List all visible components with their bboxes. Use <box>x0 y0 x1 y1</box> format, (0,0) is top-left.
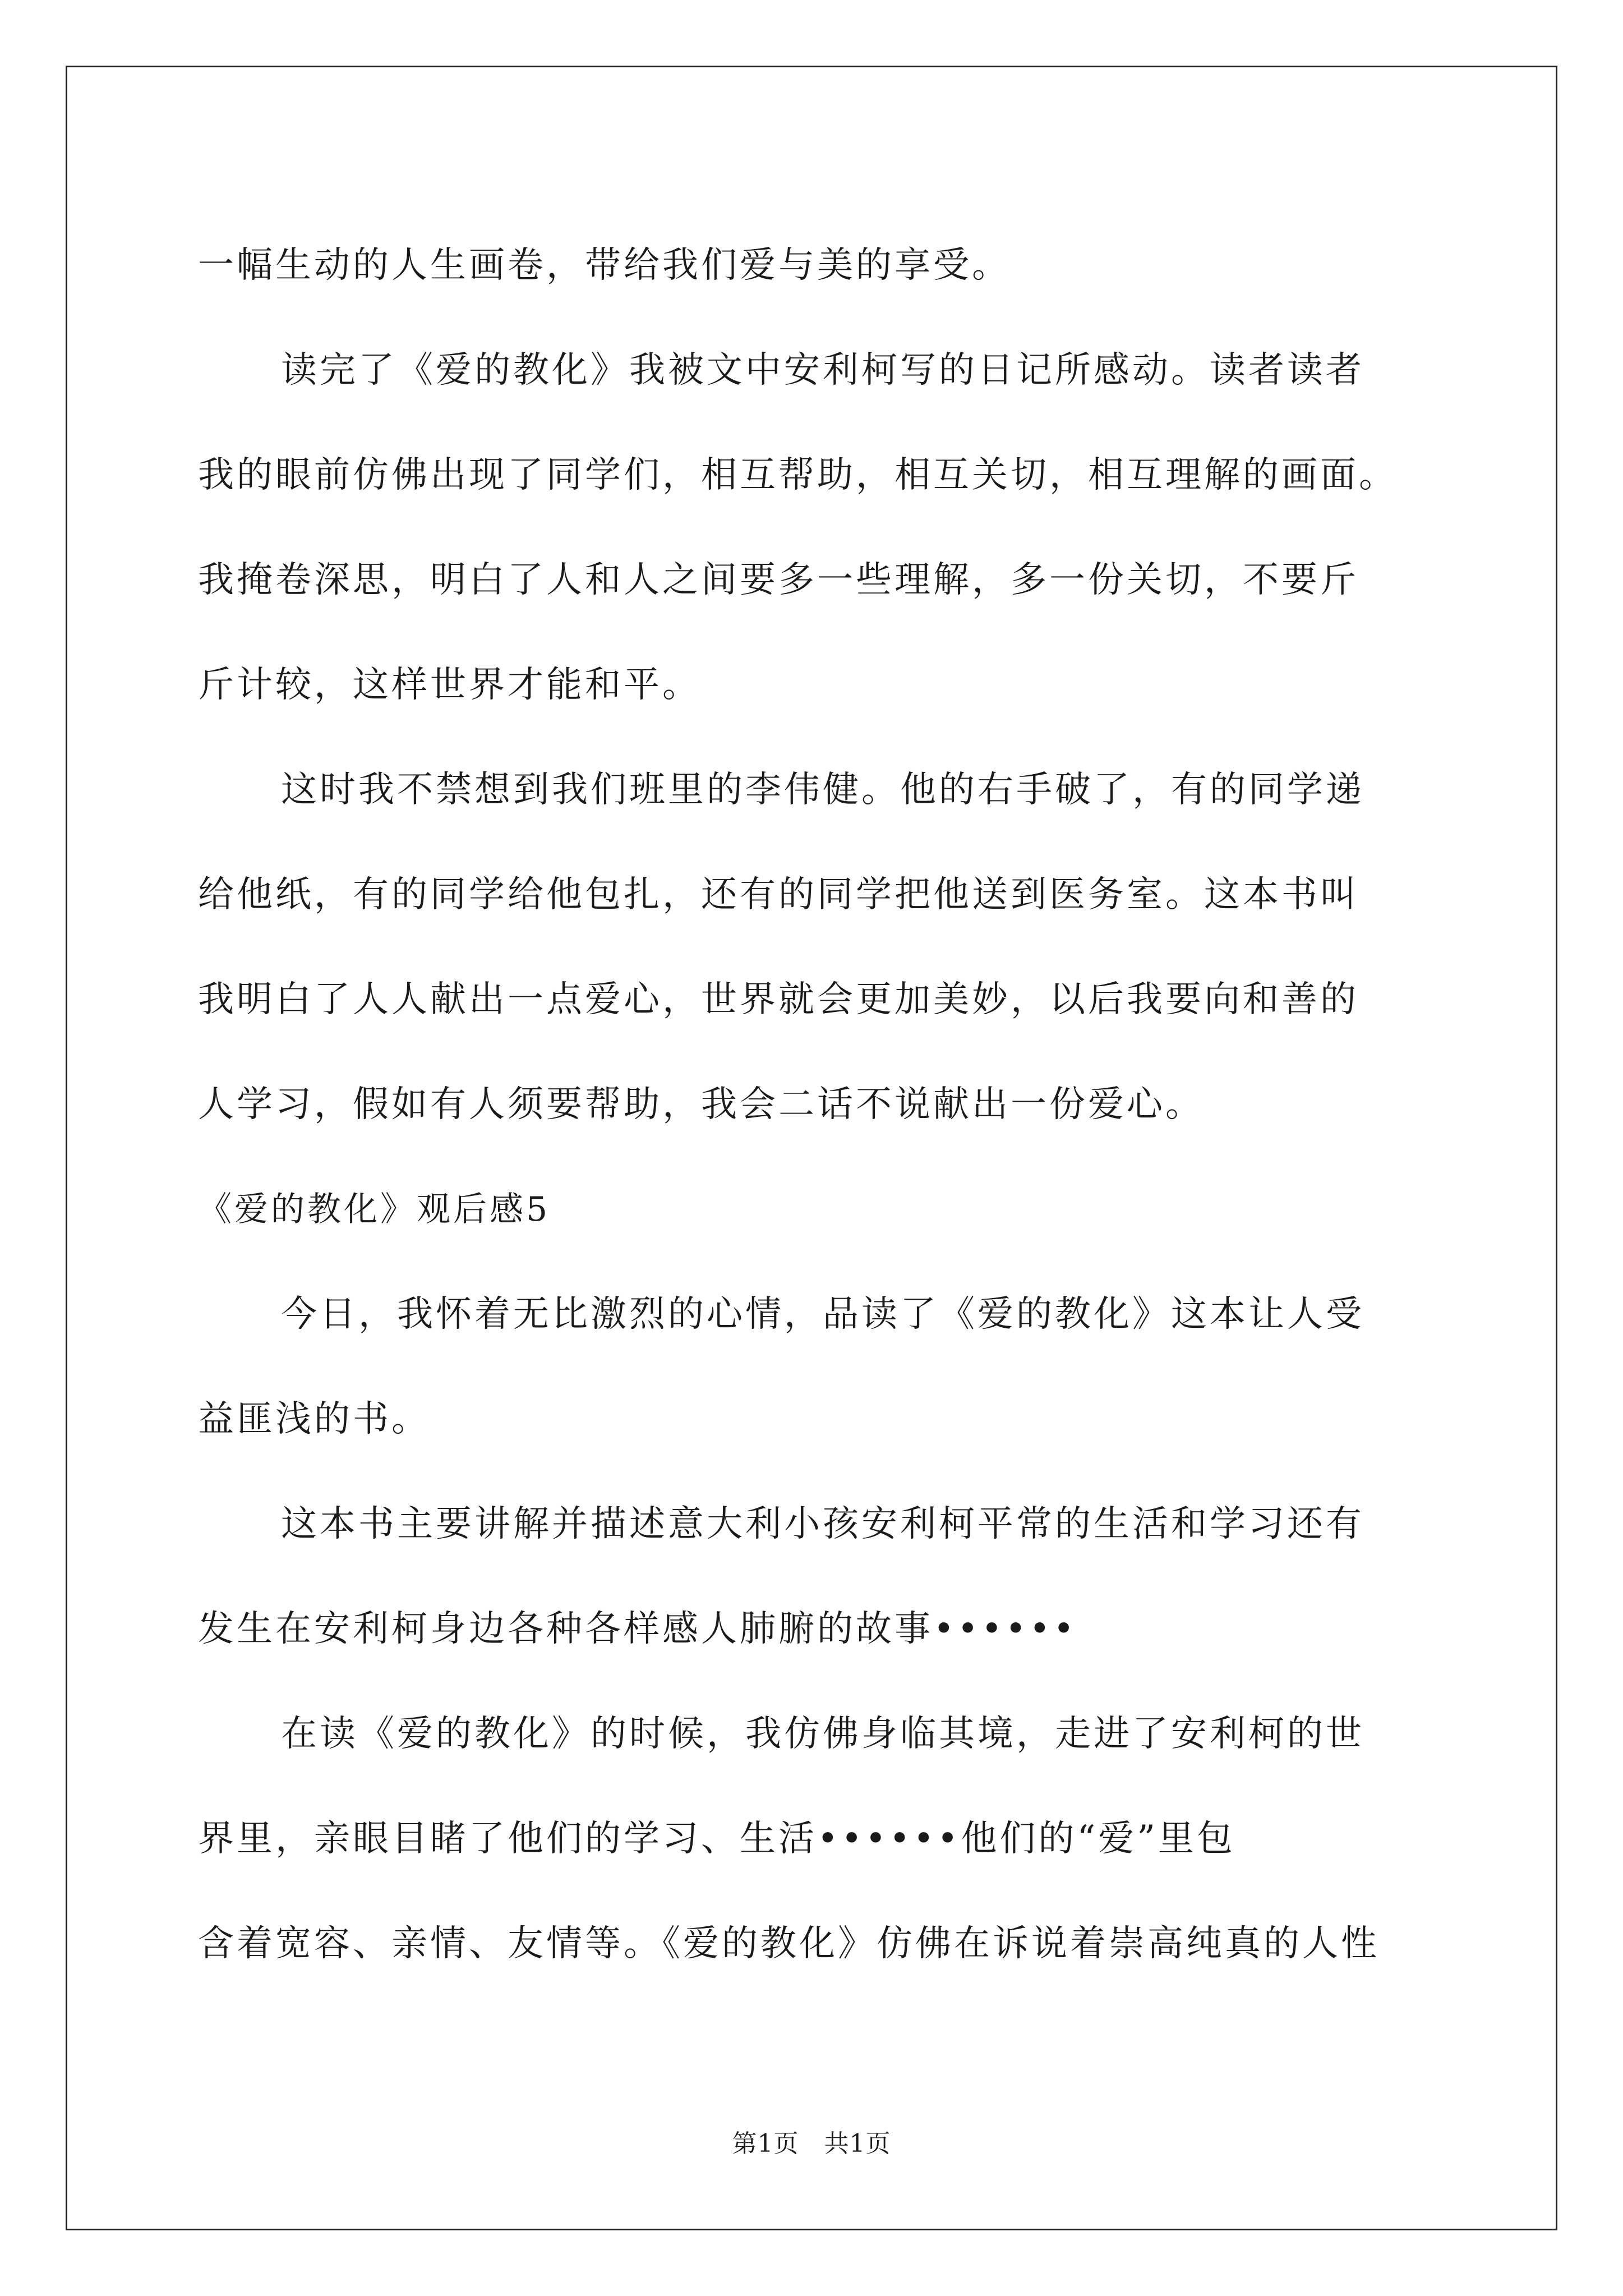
text-line: 这时我不禁想到我们班里的李伟健。他的右手破了，有的同学递 <box>281 769 1364 811</box>
text-line: 我掩卷深思，明白了人和人之间要多一些理解，多一份关切，不要斤 <box>198 559 1359 601</box>
text-line: 界里，亲眼目睹了他们的学习、生活••••••他们的“爱”里包 <box>198 1818 1235 1860</box>
text-line: 发生在安利柯身边各种各样感人肺腑的故事•••••• <box>198 1608 1077 1650</box>
text-line: 在读《爱的教化》的时候，我仿佛身临其境，走进了安利柯的世 <box>281 1713 1364 1755</box>
section-heading: 《爱的教化》观后感5 <box>198 1190 551 1229</box>
text-line: 斤计较，这样世界才能和平。 <box>198 664 701 706</box>
text-line: 我明白了人人献出一点爱心，世界就会更加美妙，以后我要向和善的 <box>198 979 1359 1020</box>
text-line: 今日，我怀着无比激烈的心情，品读了《爱的教化》这本让人受 <box>281 1294 1364 1335</box>
text-line: 我的眼前仿佛出现了同学们，相互帮助，相互关切，相互理解的画面。 <box>198 454 1398 496</box>
text-line: 人学习，假如有人须要帮助，我会二话不说献出一份爱心。 <box>198 1084 1204 1125</box>
page-number-footer: 第1页 共1页 <box>732 2129 891 2158</box>
text-line: 给他纸，有的同学给他包扎，还有的同学把他送到医务室。这本书叫 <box>198 874 1359 915</box>
text-line: 含着宽容、亲情、友情等。《爱的教化》仿佛在诉说着崇高纯真的人性 <box>198 1923 1380 1964</box>
document-body <box>198 213 1499 1996</box>
text-line: 读完了《爱的教化》我被文中安利柯写的日记所感动。读者读者 <box>281 349 1364 391</box>
text-line: 一幅生动的人生画卷，带给我们爱与美的享受。 <box>198 245 1011 286</box>
text-line: 益匪浅的书。 <box>198 1398 430 1440</box>
text-line: 这本书主要讲解并描述意大利小孩安利柯平常的生活和学习还有 <box>281 1503 1364 1545</box>
